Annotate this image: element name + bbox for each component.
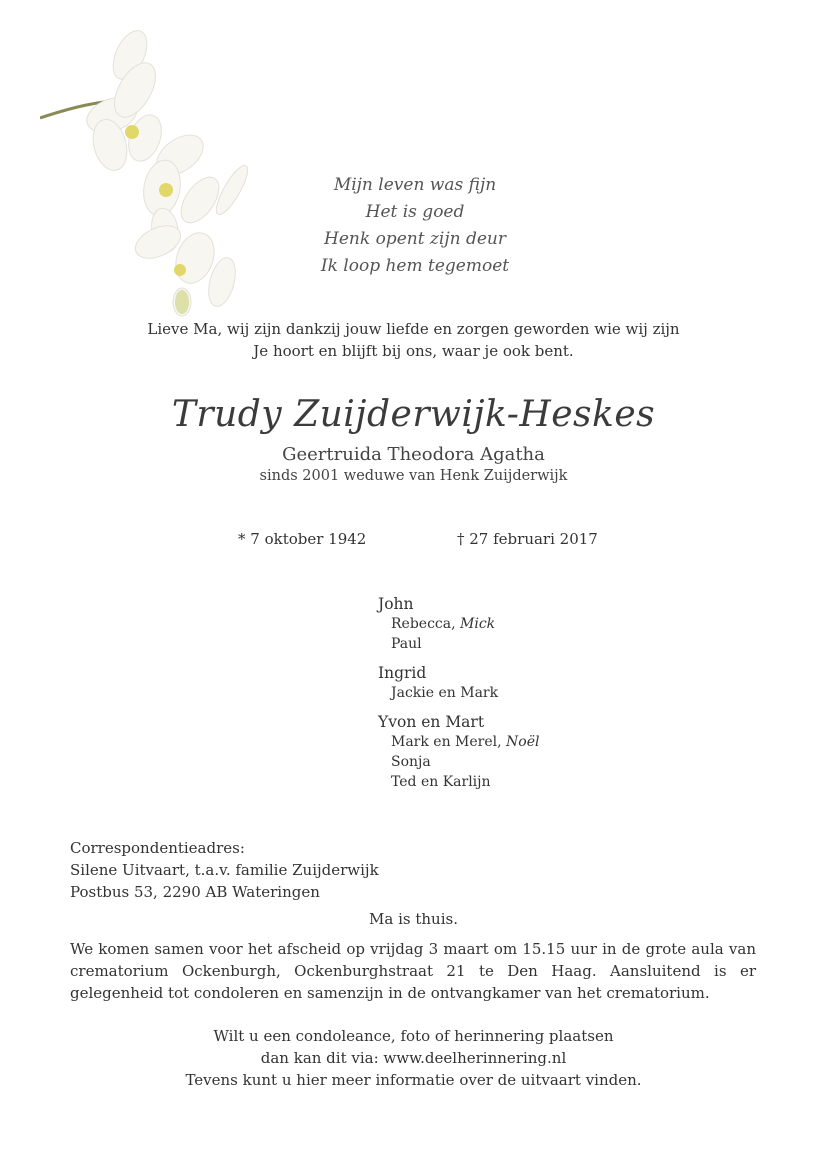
given-names: Geertruida Theodora Agatha <box>282 444 545 465</box>
dedication-line: Lieve Ma, wij zijn dankzij jouw liefde en zorgen geworden wie wij zijn <box>147 320 680 338</box>
correspondence-address <box>70 837 379 903</box>
family-member: Mark en Merel, Noël <box>391 734 540 750</box>
dedication-line: Je hoort en blijft bij ons, waar je ook bent. <box>253 342 574 360</box>
family-head: Yvon en Mart <box>378 713 485 731</box>
family-member: Paul <box>391 636 422 652</box>
condolence-line: Wilt u een condoleance, foto of herinnering plaatsen <box>213 1027 614 1045</box>
poem-line: Henk opent zijn deur <box>324 229 506 249</box>
family-member: Sonja <box>391 754 431 770</box>
death-date: † 27 februari 2017 <box>457 530 598 548</box>
deceased-name: Trudy Zuijderwijk-Heskes <box>171 394 656 435</box>
family-head: Ingrid <box>378 664 427 682</box>
family-member: Ted en Karlijn <box>391 774 491 790</box>
family-head: John <box>378 595 414 613</box>
condolence-line: dan kan dit via: www.deelherinnering.nl <box>260 1049 567 1067</box>
condolence-info <box>0 1025 827 1091</box>
condolence-line: Tevens kunt u hier meer informatie over de uitvaart vinden. <box>185 1071 642 1089</box>
poem-line: Ik loop hem tegemoet <box>320 256 510 276</box>
address-line: Silene Uitvaart, t.a.v. familie Zuijderwijk <box>70 861 379 879</box>
address-line: Postbus 53, 2290 AB Wateringen <box>70 883 320 901</box>
ceremony-text: We komen samen voor het afscheid op vrijdag 3 maart om 15.15 uur in de grote aula van crematorium Ockenburgh, Ockenburghstraat 21 te Den Haag. Aansluitend is er gelegenheid tot condoleren en samenzijn in de ontvangkamer van het crematorium. <box>70 940 756 1002</box>
address-line: Correspondentieadres: <box>70 839 245 857</box>
dedication <box>0 318 827 362</box>
home-note: Ma is thuis. <box>369 910 458 928</box>
orchid-image <box>40 30 250 325</box>
family-member: Jackie en Mark <box>391 685 499 701</box>
widow-line: sinds 2001 weduwe van Henk Zuijderwijk <box>259 468 568 484</box>
family-list <box>378 594 540 792</box>
family-member: Rebecca, Mick <box>391 616 496 632</box>
poem <box>250 172 580 280</box>
poem-line: Mijn leven was fijn <box>333 175 497 195</box>
poem-line: Het is goed <box>365 202 465 222</box>
birth-date: * 7 oktober 1942 <box>238 530 367 548</box>
